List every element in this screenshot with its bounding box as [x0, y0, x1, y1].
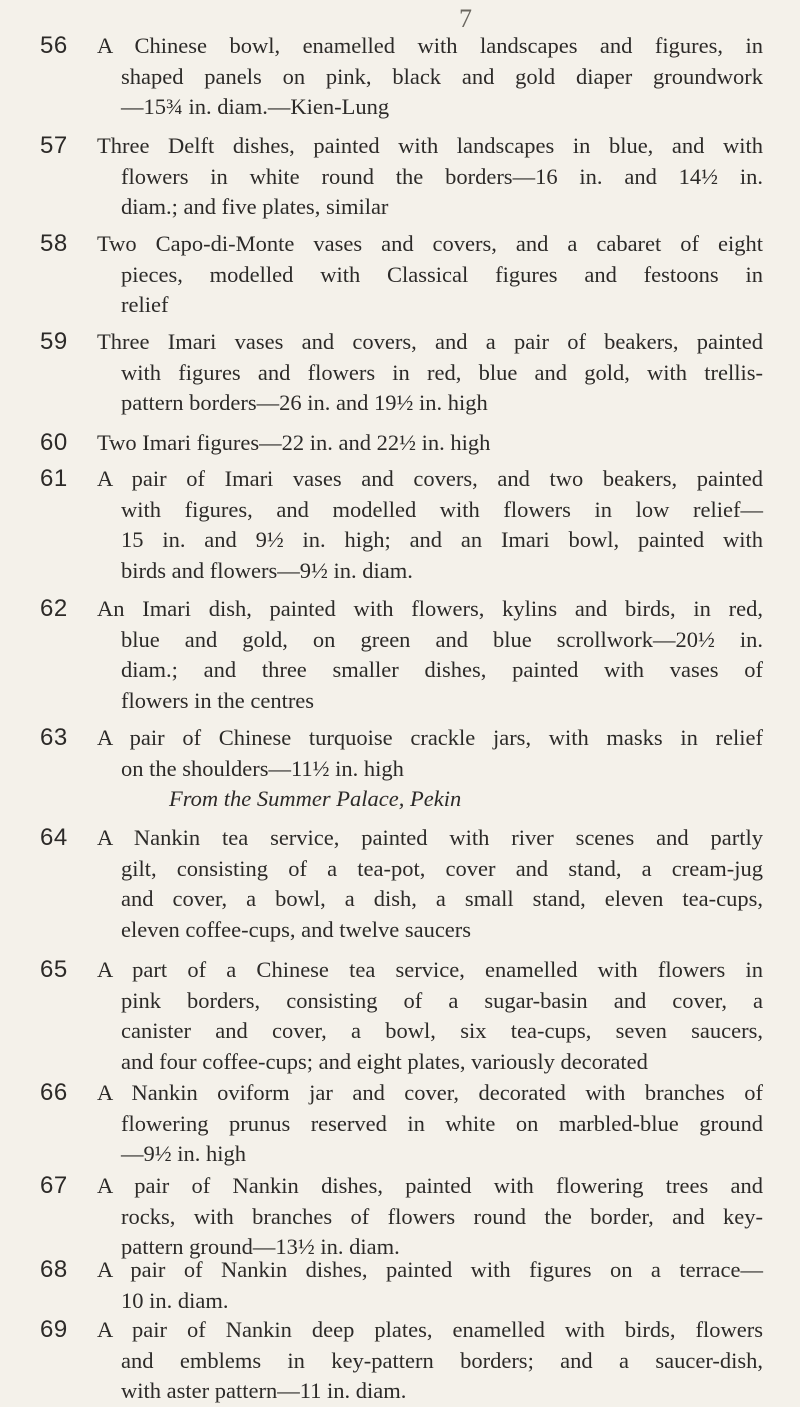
lot-description: [97, 428, 763, 459]
lot-description: [97, 131, 763, 223]
description-line: shaped panels on pink, black and gold diaper groundwork: [121, 63, 763, 89]
lot-description: [97, 464, 763, 586]
description-line: eleven coffee-cups, and twelve saucers: [121, 916, 472, 942]
description-line: flowering prunus reserved in white on marbled-blue ground: [121, 1110, 763, 1136]
description-line: A Nankin oviform jar and cover, decorated with branches of: [97, 1080, 763, 1105]
description-line: —9½ in. high: [121, 1141, 247, 1166]
description-line: flowers in white round the borders—16 in. and 14½ in.: [121, 163, 763, 189]
lot-number: 58: [40, 230, 68, 257]
description-line: A pair of Nankin deep plates, enamelled with birds, flowers: [97, 1317, 763, 1342]
description-line: An Imari dish, painted with flowers, kylins and birds, in red,: [97, 596, 763, 621]
description-line: pieces, modelled with Classical figures and festoons in: [121, 261, 763, 287]
lot-number: 56: [40, 32, 68, 59]
lot-number: 63: [40, 724, 68, 751]
description-line: pattern ground—13½ in. diam.: [121, 1234, 400, 1259]
lot-number: 57: [40, 132, 68, 159]
description-line: A pair of Nankin dishes, painted with flowering trees and: [97, 1173, 763, 1198]
description-line: canister and cover, a bowl, six tea-cups, seven saucers,: [121, 1018, 763, 1043]
provenance-note: From the Summer Palace, Pekin: [169, 786, 462, 811]
description-line: and emblems in key-pattern borders; and a saucer-dish,: [121, 1347, 763, 1373]
description-line: and four coffee-cups; and eight plates, variously decorated: [121, 1048, 648, 1074]
lot-number: 62: [40, 595, 68, 622]
lot-description: [97, 594, 763, 716]
lot-description: [97, 823, 763, 945]
description-line: A Chinese bowl, enamelled with landscapes and figures, in: [97, 33, 763, 58]
lot-description: [97, 1078, 763, 1170]
lot-description: [97, 955, 763, 1077]
description-line: A pair of Nankin dishes, painted with figures on a terrace—: [97, 1257, 763, 1282]
description-line: with aster pattern—11 in. diam.: [121, 1378, 407, 1403]
description-line: flowers in the centres: [121, 687, 315, 713]
description-line: —15¾ in. diam.—Kien-Lung: [121, 94, 390, 119]
description-line: Three Delft dishes, painted with landscapes in blue, and with: [97, 133, 763, 158]
description-line: with figures and flowers in red, blue and gold, with trellis-: [121, 359, 763, 385]
description-line: A pair of Imari vases and covers, and two beakers, painted: [97, 466, 763, 491]
description-line: on the shoulders—11½ in. high: [121, 755, 404, 781]
description-line: with figures, and modelled with flowers in low relief—: [121, 496, 763, 522]
description-line: diam.; and three smaller dishes, painted with vases of: [121, 657, 763, 682]
description-line: and cover, a bowl, a dish, a small stand, eleven tea-cups,: [121, 886, 763, 911]
description-line: A part of a Chinese tea service, enamelled with flowers in: [97, 957, 763, 982]
lot-number: 68: [40, 1256, 68, 1283]
lot-number: 66: [40, 1079, 68, 1106]
lot-description: [97, 229, 763, 321]
description-line: pattern borders—26 in. and 19½ in. high: [121, 390, 488, 415]
lot-number: 67: [40, 1172, 68, 1199]
lot-number: 69: [40, 1316, 68, 1343]
description-line: 10 in. diam.: [121, 1287, 229, 1313]
description-line: Three Imari vases and covers, and a pair of beakers, painted: [97, 329, 763, 354]
lot-description: [97, 1171, 763, 1263]
description-line: birds and flowers—9½ in. diam.: [121, 557, 413, 583]
description-line: Two Imari figures—22 in. and 22½ in. high: [97, 430, 491, 455]
lot-number: 60: [40, 429, 68, 456]
lot-number: 65: [40, 956, 68, 983]
lot-number: 61: [40, 465, 68, 492]
description-line: A Nankin tea service, painted with river scenes and partly: [97, 825, 763, 850]
lot-description: [97, 723, 763, 815]
lot-description: [97, 1255, 763, 1316]
description-line: pink borders, consisting of a sugar-basin and cover, a: [121, 987, 763, 1013]
description-line: diam.; and five plates, similar: [121, 194, 389, 219]
lot-number: 59: [40, 328, 68, 355]
description-line: blue and gold, on green and blue scrollwork—20½ in.: [121, 626, 763, 652]
page-mark: 7: [459, 4, 472, 33]
description-line: gilt, consisting of a tea-pot, cover and stand, a cream-jug: [121, 855, 763, 881]
lot-description: [97, 1315, 763, 1407]
lot-description: [97, 31, 763, 123]
lot-description: [97, 327, 763, 419]
description-line: A pair of Chinese turquoise crackle jars, with masks in relief: [97, 725, 763, 750]
description-line: 15 in. and 9½ in. high; and an Imari bowl, painted with: [121, 527, 763, 552]
description-line: rocks, with branches of flowers round the border, and key-: [121, 1203, 763, 1229]
description-line: Two Capo-di-Monte vases and covers, and a cabaret of eight: [97, 231, 763, 256]
description-line: relief: [121, 292, 169, 317]
lot-number: 64: [40, 824, 68, 851]
